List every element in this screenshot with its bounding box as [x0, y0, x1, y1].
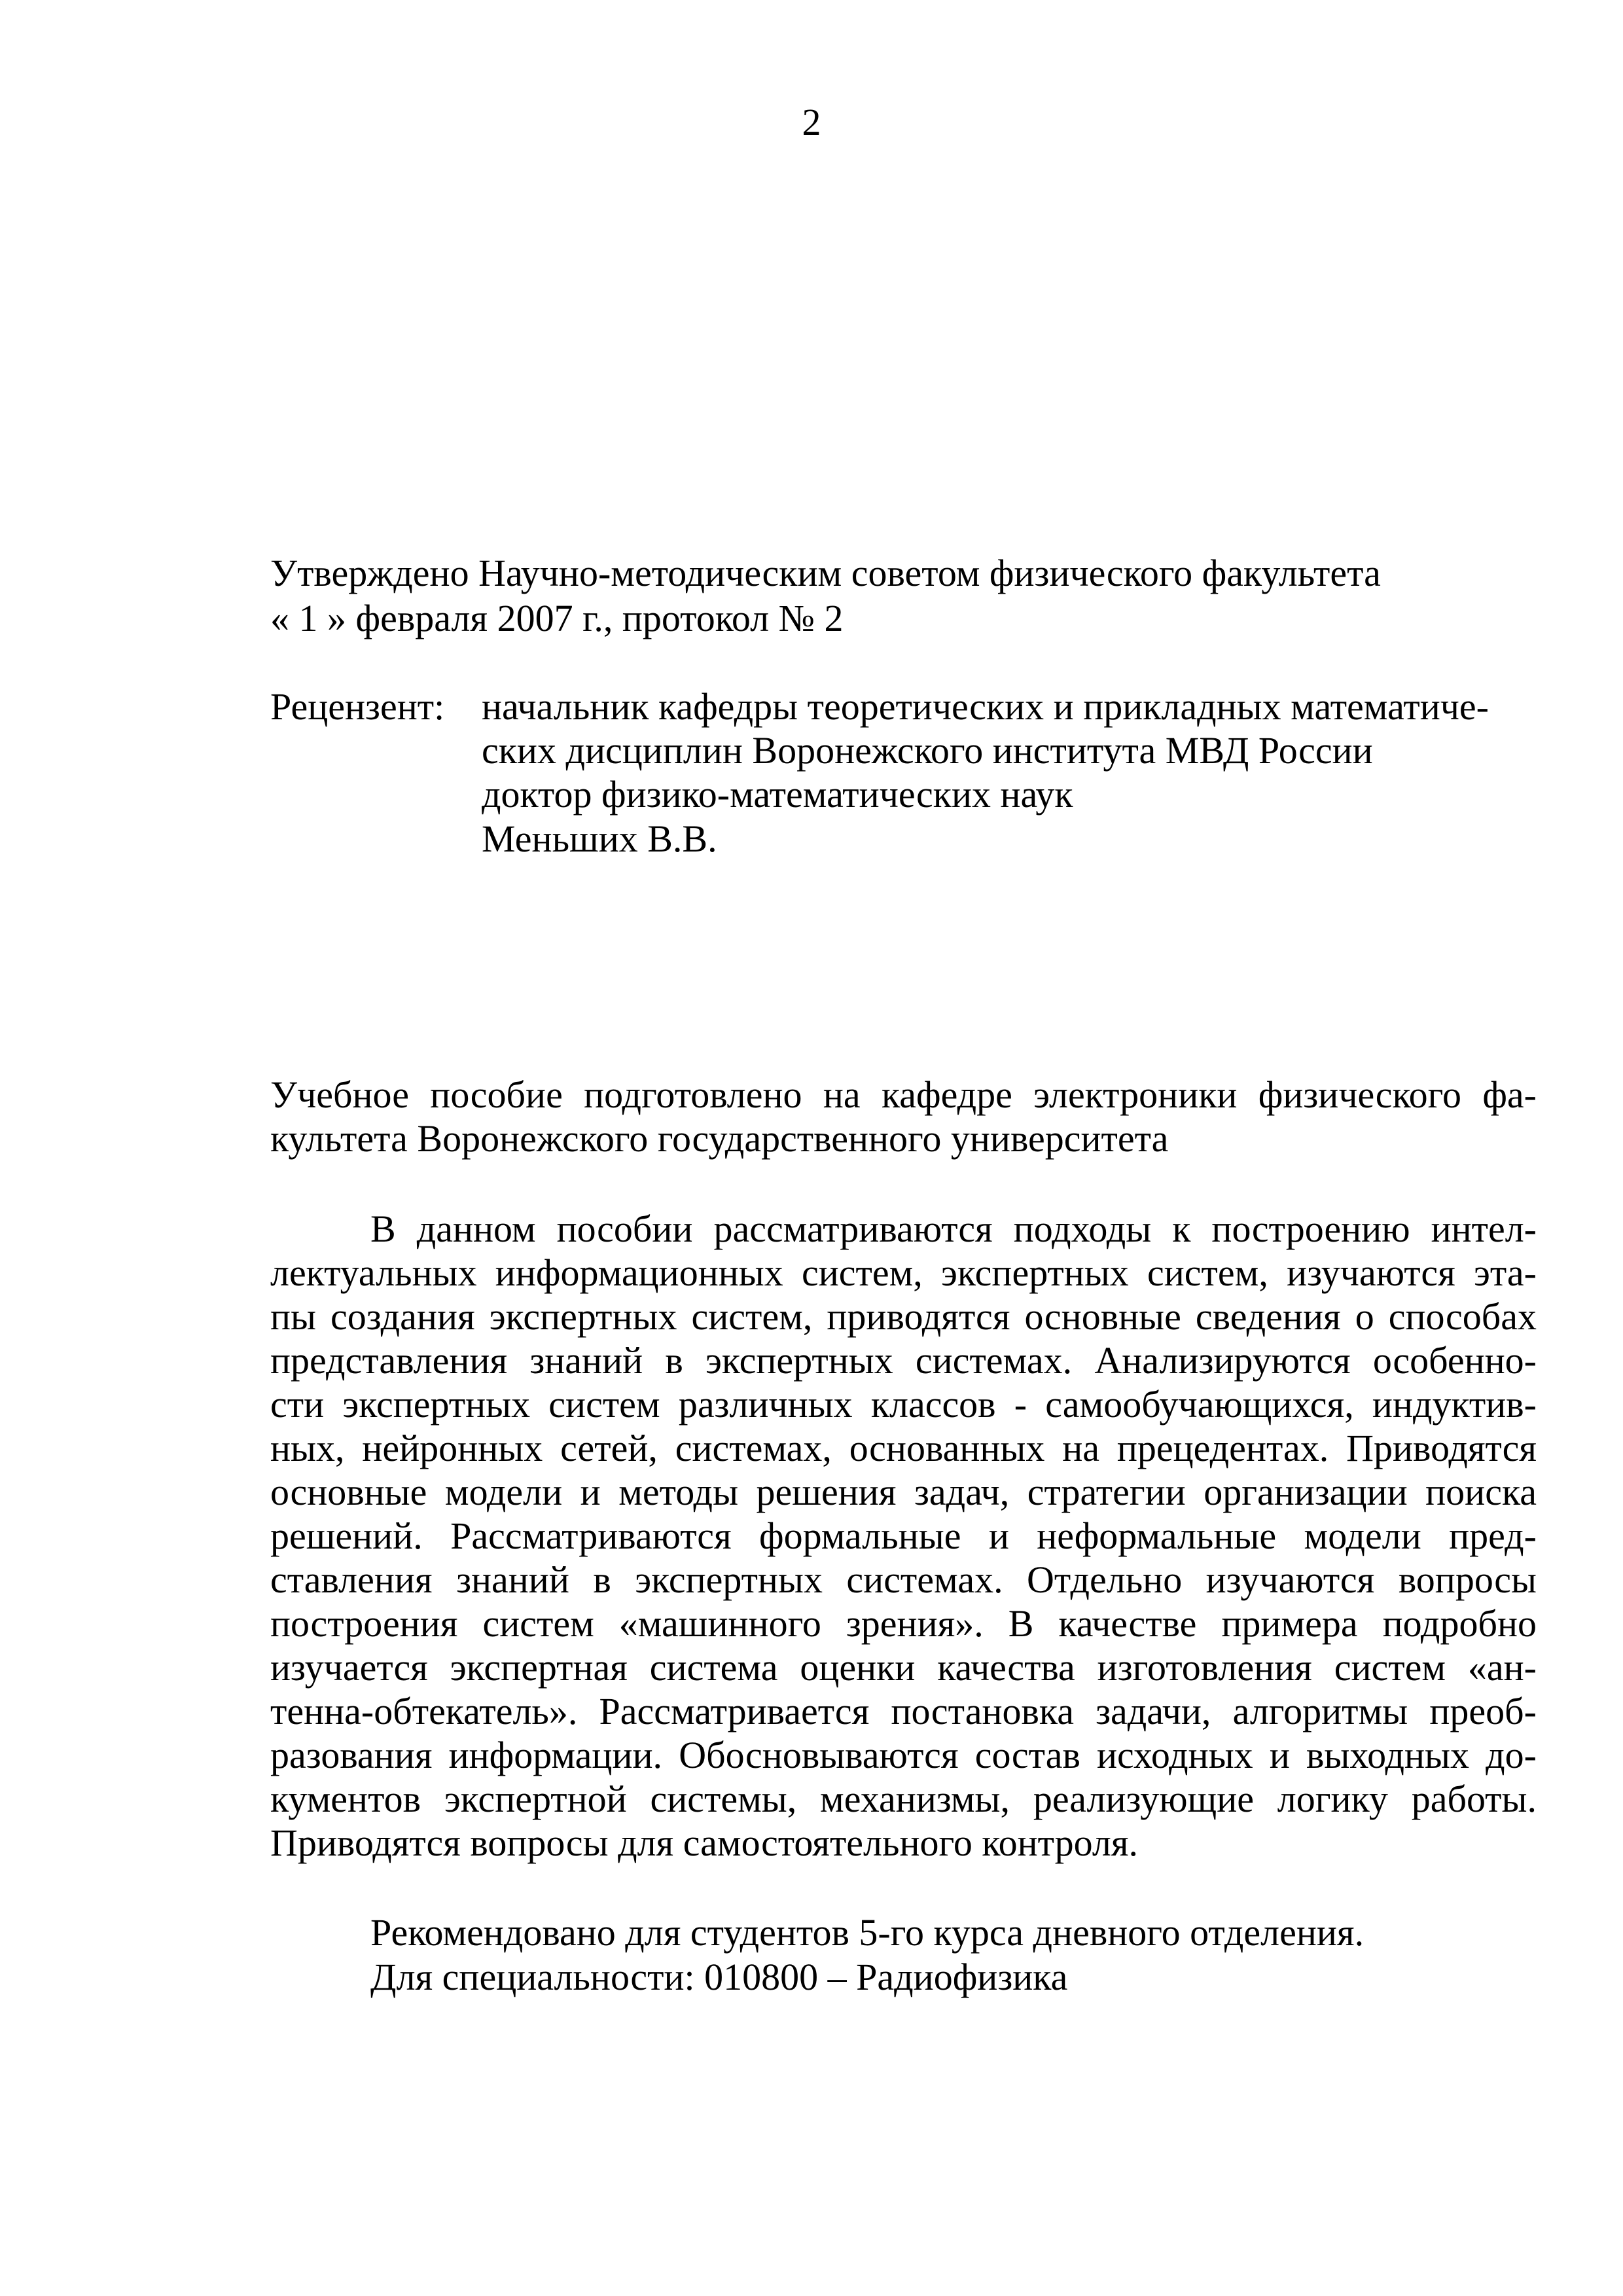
reviewer-line-1: начальник кафедры теоретических и прикладных математиче-: [482, 685, 1489, 728]
abstract-line-11: изучается экспертная система оценки качества изготовления систем «ан-: [270, 1646, 1537, 1689]
specialty-line: Для специальности: 010800 – Радиофизика: [370, 1956, 1068, 1998]
reviewer-line-3: доктор физико-математических наук: [482, 773, 1073, 816]
prepared-line-1: Учебное пособие подготовлено на кафедре электроники физического фа-: [270, 1073, 1537, 1116]
abstract-line-5: сти экспертных систем различных классов - самообучающихся, индуктив-: [270, 1383, 1537, 1426]
abstract-line-1: В данном пособии рассматриваются подходы к построению интел-: [370, 1208, 1537, 1250]
abstract-line-9: ставления знаний в экспертных системах. Отдельно изучаются вопросы: [270, 1558, 1537, 1601]
abstract-line-2: лектуальных информационных систем, экспертных систем, изучаются эта-: [270, 1251, 1537, 1294]
abstract-line-7: основные модели и методы решения задач, стратегии организации поиска: [270, 1471, 1537, 1513]
page-number: 2: [802, 101, 821, 143]
reviewer-label: Рецензент:: [270, 685, 445, 728]
abstract-line-4: представления знаний в экспертных системах. Анализируются особенно-: [270, 1339, 1537, 1382]
abstract-line-8: решений. Рассматриваются формальные и неформальные модели пред-: [270, 1515, 1537, 1557]
abstract-line-10: построения систем «машинного зрения». В качестве примера подробно: [270, 1602, 1537, 1645]
abstract-line-15: Приводятся вопросы для самостоятельного контроля.: [270, 1821, 1139, 1864]
approval-line-2: « 1 » февраля 2007 г., протокол № 2: [270, 597, 844, 639]
abstract-line-6: ных, нейронных сетей, системах, основанных на прецедентах. Приводятся: [270, 1427, 1537, 1469]
reviewer-name: Меньших В.В.: [482, 817, 717, 860]
recommendation-line-1: Рекомендовано для студентов 5-го курса дневного отделения.: [370, 1911, 1364, 1954]
abstract-line-14: кументов экспертной системы, механизмы, реализующие логику работы.: [270, 1778, 1537, 1820]
prepared-line-2: культета Воронежского государственного университета: [270, 1117, 1169, 1160]
abstract-line-12: тенна-обтекатель». Рассматривается постановка задачи, алгоритмы преоб-: [270, 1690, 1537, 1732]
reviewer-line-2: ских дисциплин Воронежского института МВД России: [482, 729, 1373, 772]
abstract-line-13: разования информации. Обосновываются состав исходных и выходных до-: [270, 1734, 1537, 1776]
abstract-line-3: пы создания экспертных систем, приводятся основные сведения о способах: [270, 1295, 1537, 1338]
approval-line-1: Утверждено Научно-методическим советом физического факультета: [270, 552, 1381, 594]
